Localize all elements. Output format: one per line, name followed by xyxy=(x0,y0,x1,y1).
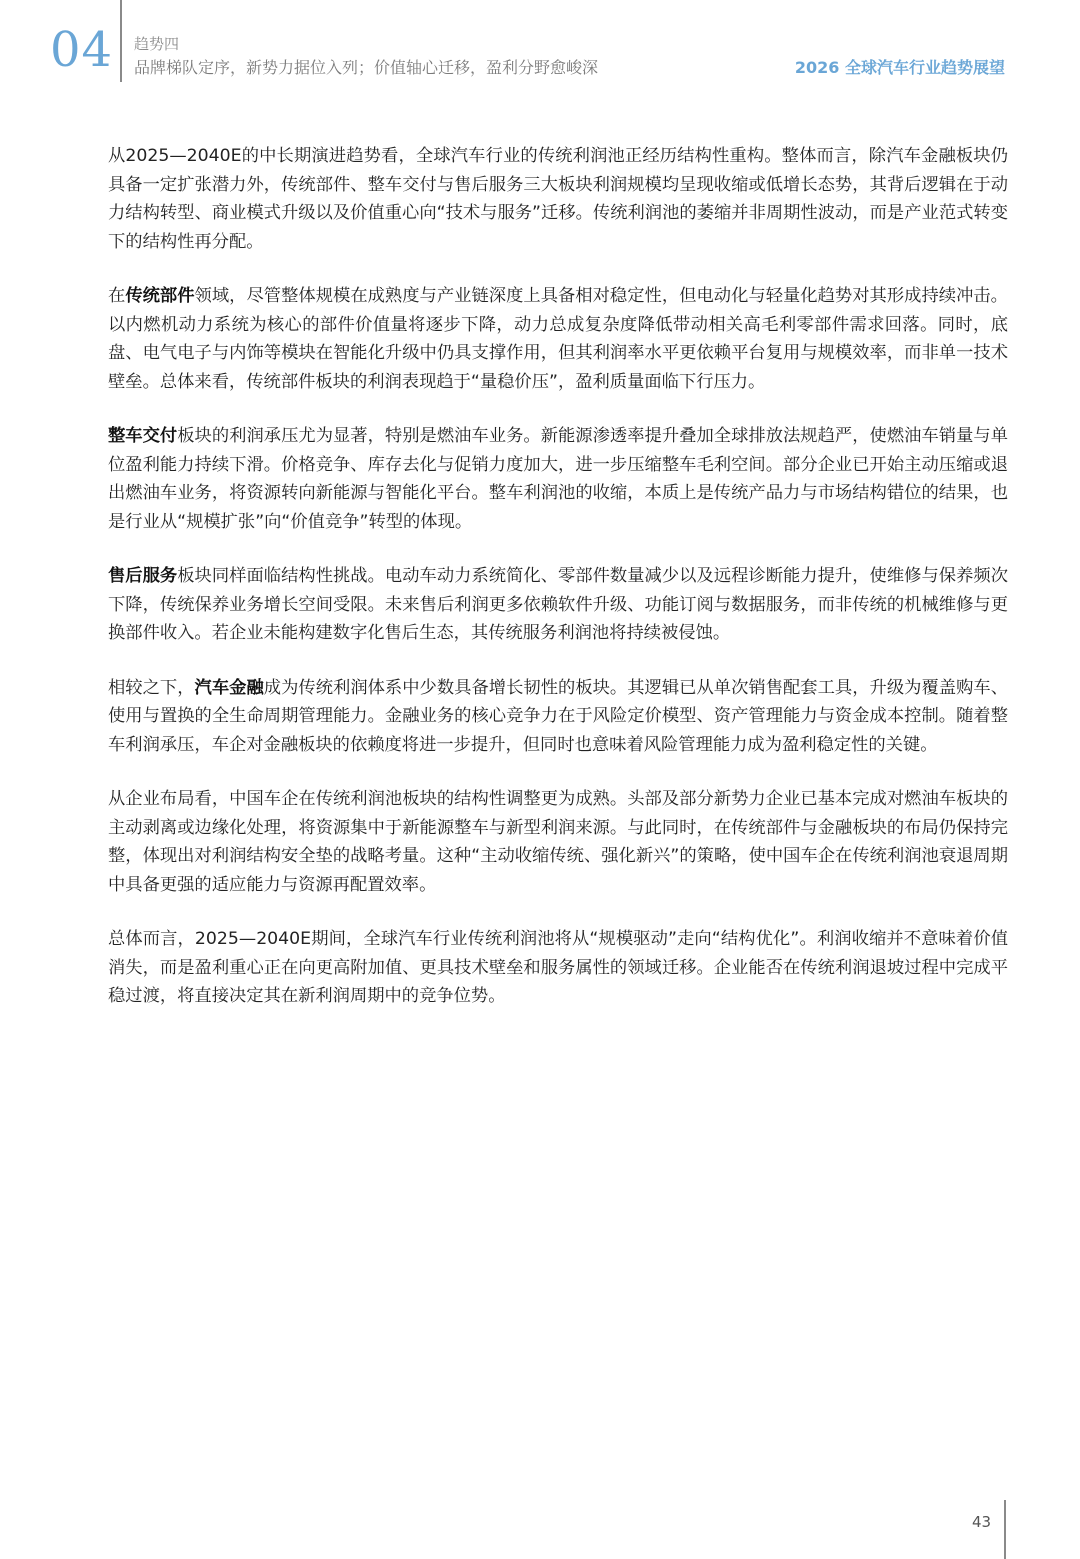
paragraph-enterprise-layout xyxy=(108,785,1008,899)
paragraph-conclusion xyxy=(108,925,1008,1011)
paragraph-text: 从2025—2040E的中长期演进趋势看，全球汽车行业的传统利润池正经历结构性重构。整体而言，除汽车金融板块仍具备一定扩张潜力外，传统部件、整车交付与售后服务三大板块利润规模均呈现收缩或低增长态势，其背后逻辑在于动力结构转型、商业模式升级以及价值重心向“技术与服务”迁移。传统利润池的萎缩并非周期性波动，而是产业范式转变下的结构性再分配。 xyxy=(108,146,1008,252)
paragraph-keyword: 传统部件 xyxy=(125,286,195,306)
page-header xyxy=(0,0,1080,90)
paragraph-after-sales xyxy=(108,562,1008,648)
paragraph-text: 领域，尽管整体规模在成熟度与产业链深度上具备相对稳定性，但电动化与轻量化趋势对其形成持续冲击。以内燃机动力系统为核心的部件价值量将逐步下降，动力总成复杂度降低带动相关高毛利零部件需求回落。同时，底盘、电气电子与内饰等模块在智能化升级中仍具支撑作用，但其利润率水平更依赖平台复用与规模效率，而非单一技术壁垒。总体来看，传统部件板块的利润表现趋于“量稳价压”，盈利质量面临下行压力。 xyxy=(108,286,1008,392)
paragraph-traditional-parts xyxy=(108,282,1008,396)
footer-divider xyxy=(1004,1500,1006,1559)
trend-title: 品牌梯队定序，新势力据位入列；价值轴心迁移，盈利分野愈峻深 xyxy=(134,58,599,77)
paragraph-text: 成为传统利润体系中少数具备增长韧性的板块。其逻辑已从单次销售配套工具，升级为覆盖购车、使用与置换的全生命周期管理能力。金融业务的核心竞争力在于风险定价模型、资产管理能力与资金成本控制。随着整车利润承压，车企对金融板块的依赖度将进一步提升，但同时也意味着风险管理能力成为盈利稳定性的关键。 xyxy=(108,677,1008,755)
paragraph-intro xyxy=(108,142,1008,256)
report-title: 2026 全球汽车行业趋势展望 xyxy=(794,58,1005,77)
header-divider xyxy=(120,0,122,82)
paragraph-keyword: 汽车金融 xyxy=(194,677,264,698)
paragraph-vehicle-delivery xyxy=(108,422,1008,536)
paragraph-keyword: 售后服务 xyxy=(108,566,178,586)
paragraph-text: 板块的利润承压尤为显著，特别是燃油车业务。新能源渗透率提升叠加全球排放法规趋严，使燃油车销量与单位盈利能力持续下滑。价格竞争、库存去化与促销力度加大，进一步压缩整车毛利空间。部分企业已开始主动压缩或退出燃油车业务，将资源转向新能源与智能化平台。整车利润池的收缩，本质上是传统产品力与市场结构错位的结果，也是行业从“规模扩张”向“价值竞争”转型的体现。 xyxy=(108,426,1008,532)
body-content xyxy=(108,142,1008,1037)
trend-label: 趋势四 xyxy=(134,35,180,53)
paragraph-lead: 在 xyxy=(108,286,126,306)
paragraph-keyword: 整车交付 xyxy=(108,426,178,446)
chapter-number: 04 xyxy=(50,22,114,78)
page-number: 43 xyxy=(972,1513,992,1531)
paragraph-lead: 相较之下， xyxy=(108,677,195,698)
paragraph-text: 从企业布局看，中国车企在传统利润池板块的结构性调整更为成熟。头部及部分新势力企业已基本完成对燃油车板块的主动剥离或边缘化处理，将资源集中于新能源整车与新型利润来源。与此同时，在传统部件与金融板块的布局仍保持完整，体现出对利润结构安全垫的战略考量。这种“主动收缩传统、强化新兴”的策略，使中国车企在传统利润池衰退周期中具备更强的适应能力与资源再配置效率。 xyxy=(108,789,1008,895)
paragraph-text: 总体而言，2025—2040E期间，全球汽车行业传统利润池将从“规模驱动”走向“结构优化”。利润收缩并不意味着价值消失，而是盈利重心正在向更高附加值、更具技术壁垒和服务属性的领域迁移。企业能否在传统利润退坡过程中完成平稳过渡，将直接决定其在新利润周期中的竞争位势。 xyxy=(108,929,1008,1006)
paragraph-auto-finance xyxy=(108,674,1008,760)
paragraph-text: 板块同样面临结构性挑战。电动车动力系统简化、零部件数量减少以及远程诊断能力提升，使维修与保养频次下降，传统保养业务增长空间受限。未来售后利润更多依赖软件升级、功能订阅与数据服务，而非传统的机械维修与更换部件收入。若企业未能构建数字化售后生态，其传统服务利润池将持续被侵蚀。 xyxy=(108,566,1008,643)
